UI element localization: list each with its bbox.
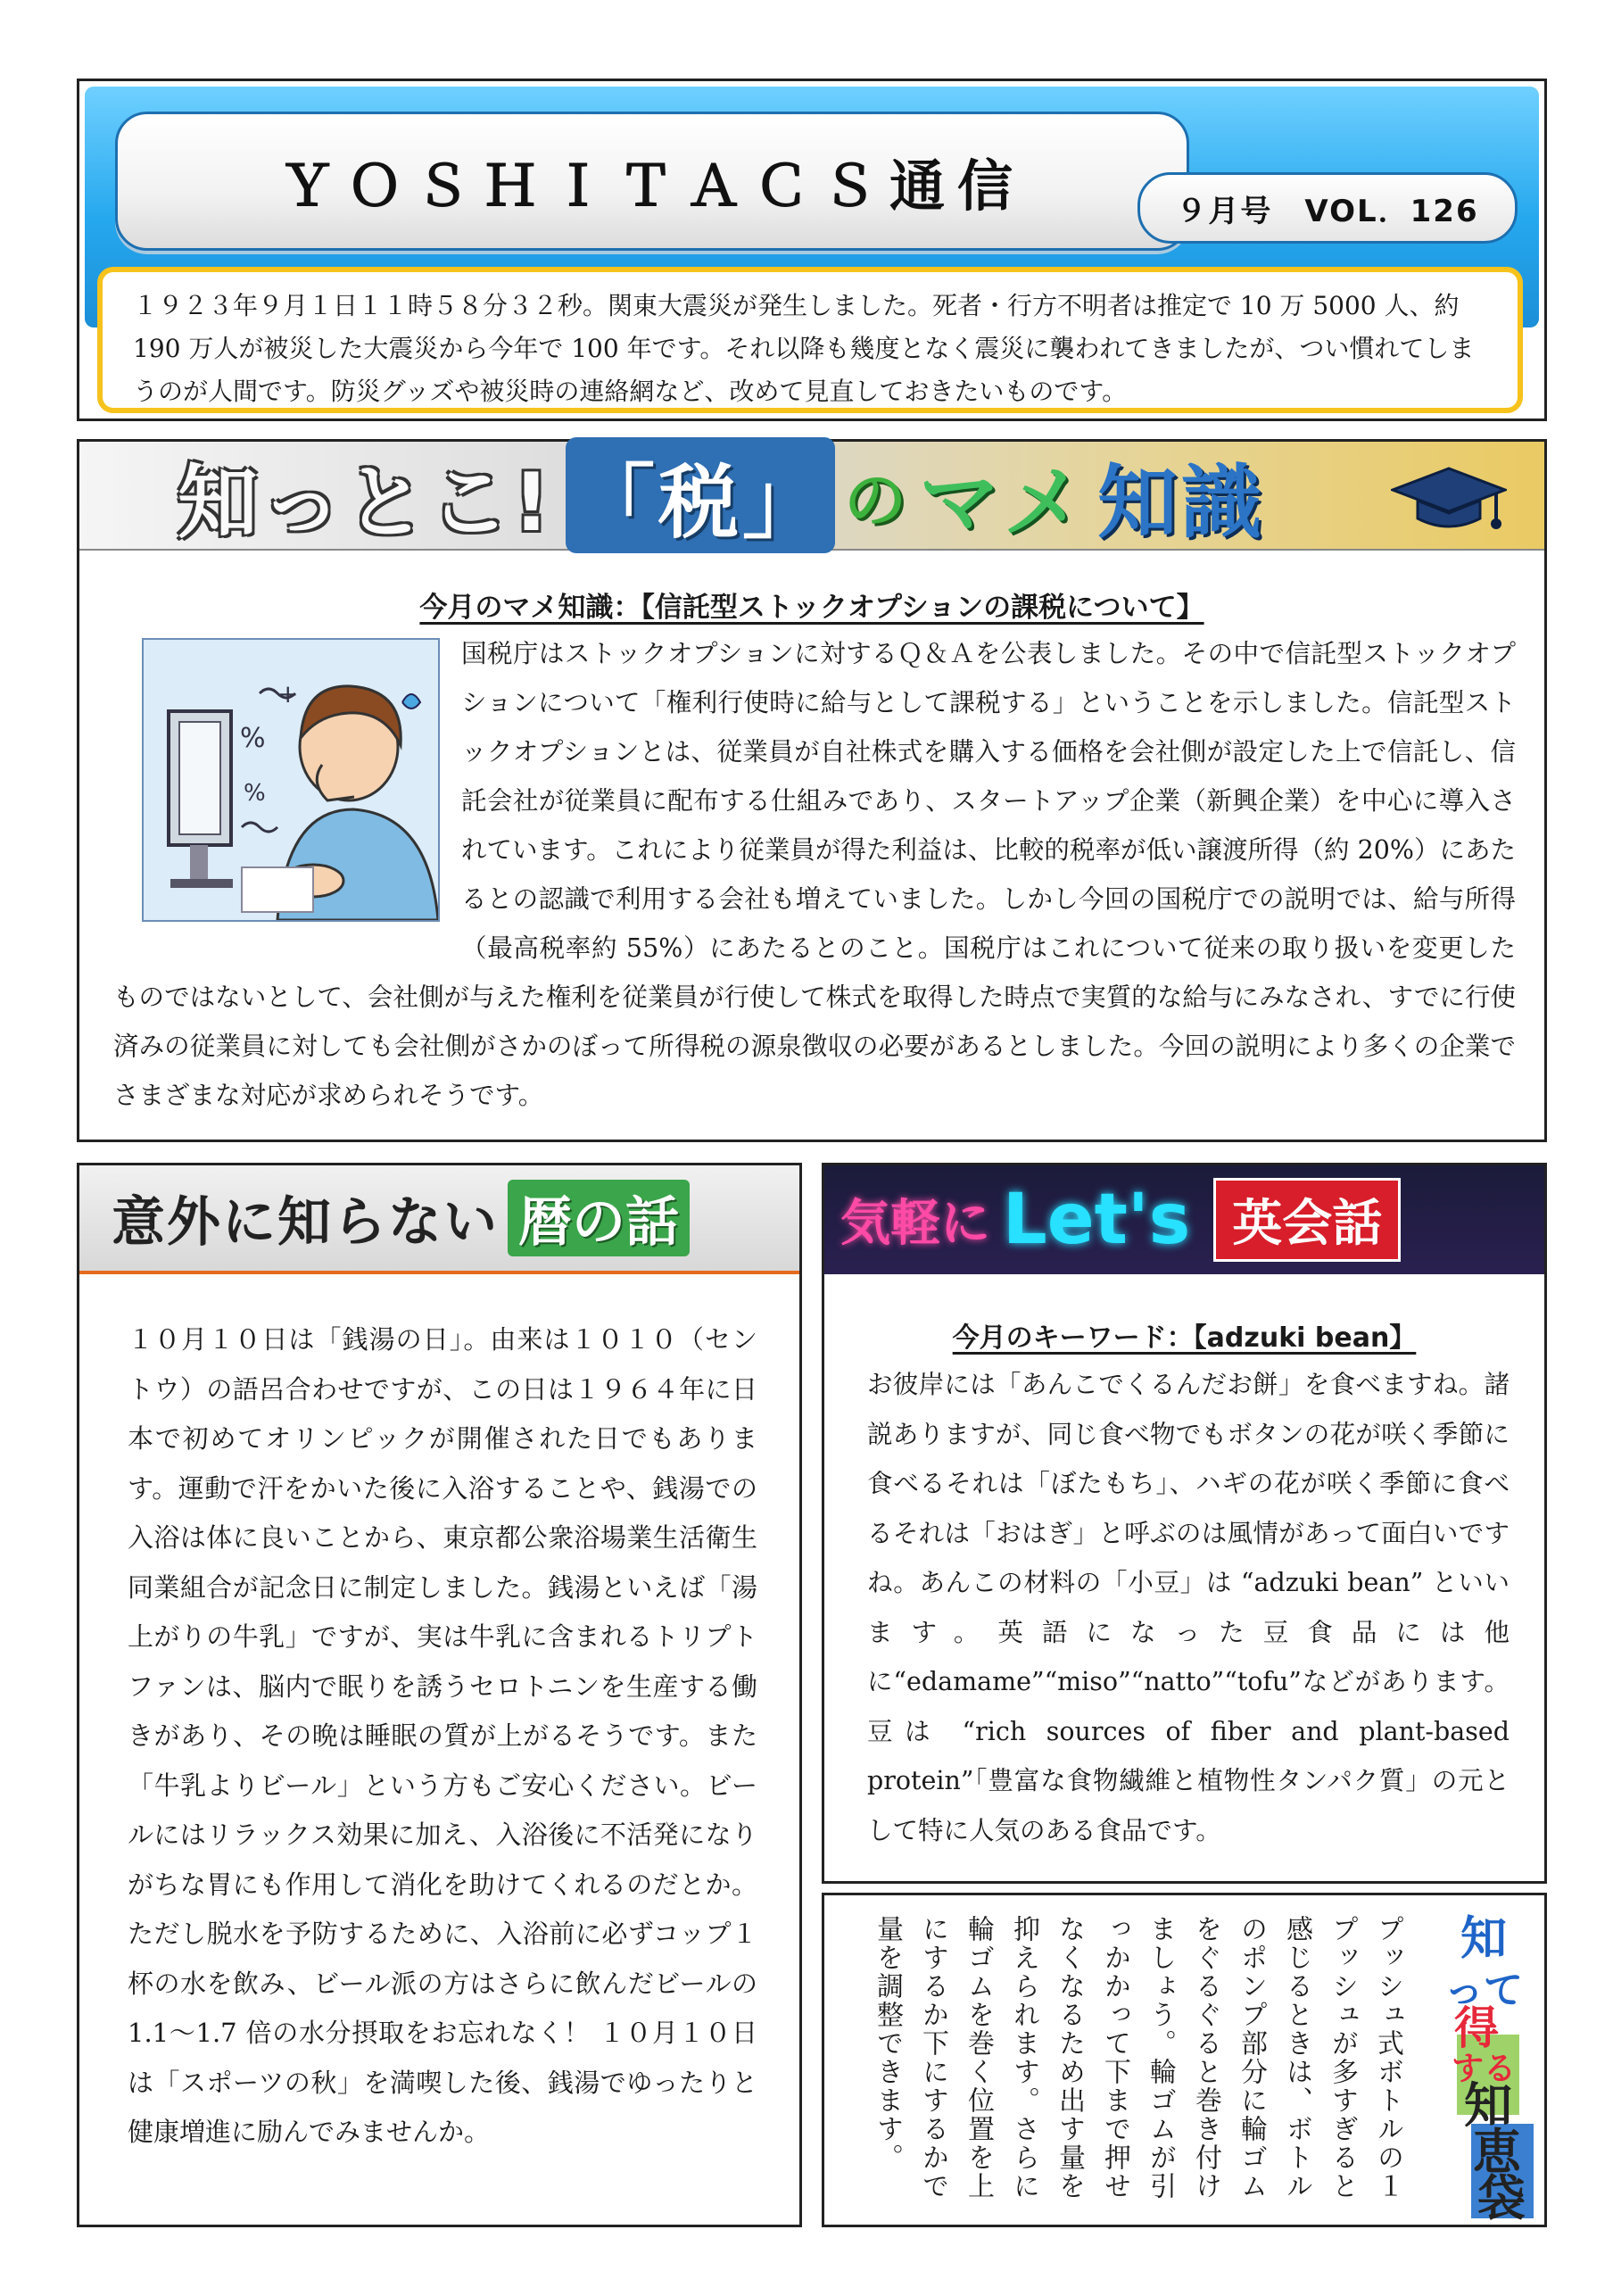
tax-heading: 今月のマメ知識：【信託型ストックオプションの課税について】: [419, 592, 1204, 624]
english-section: [822, 1163, 1547, 1884]
english-banner-part-2: Let's: [1003, 1180, 1191, 1260]
calendar-body: １０月１０日は「銭湯の日」。由来は１０１０（セントウ）の語呂合わせですが、この日は１９６４年に日本で初めてオリンピックが開催された日でもあります。運動で汗をかいた後に入浴することや、銭湯での入浴は体に良いことから、東京都公衆浴場業生活衛生同業組合が記念日に制定しました。銭湯といえば「湯上がりの牛乳」ですが、実は牛乳に含まれるトリプトファンは、脳内で眠りを誘うセロトニンを生産する働きがあり、その晩は睡眠の質が上がるそうです。また「牛乳よりビール」という方もご安心ください。ビールにはリラックス効果に加え、入浴後に不活発になりがちな胃にも作用して消化を助けてくれるのだとか。ただし脱水を予防するために、入浴前に必ずコップ１杯の水を飲み、ビール派の方はさらに飲んだビールの 1.1～1.7 倍の水分摂取をお忘れなく！ １０月１０日は「スポーツの秋」を満喫した後、銭湯でゆったりと健康増進に励んでみませんか。: [128, 1324, 757, 2147]
newsletter-header: [77, 79, 1547, 421]
english-banner: [824, 1165, 1544, 1274]
tax-banner: [79, 442, 1544, 551]
svg-text:+: +: [277, 679, 299, 709]
intro-text: １９２３年９月１日１１時５８分３２秒。関東大震災が発生しました。死者・行方不明者は推定で 10 万 5000 人、約 190 万人が被災した大震災から今年で 100 年です。それ以降も幾度となく震災に襲われてきましたが、つい慣れてしまうのが人間です。防災グッズや被災時の連絡網など、改めて見直しておきたいものです。: [97, 267, 1523, 413]
svg-text:恵: 恵: [1473, 2124, 1521, 2180]
svg-text:って: って: [1444, 1968, 1523, 2013]
english-banner-part-1: 気軽に: [840, 1195, 990, 1253]
title-plate: [115, 112, 1189, 251]
svg-text:する: する: [1451, 2051, 1517, 2087]
tips-body: プッシュ式ボトルの１プッシュが多すぎると感じるときは、ボトルのポンプ部分に輪ゴムをぐるぐると巻き付けましょう。輪ゴムが引っかかって下まで押せなくなるため出す量を抑えられます。さらに輪ゴムを巻く位置を上にするか下にするかで量を調整できます。: [872, 1915, 1403, 2201]
svg-text:%: %: [244, 780, 266, 807]
graduation-cap-icon: [1391, 461, 1507, 533]
calendar-banner-part-2: 暦の話: [508, 1180, 690, 1256]
tax-banner-part-5: 知識: [1097, 456, 1266, 550]
tips-section: [822, 1893, 1547, 2227]
tax-body: [113, 629, 1516, 1120]
svg-text:得: 得: [1454, 2002, 1499, 2054]
tax-section: [77, 439, 1547, 1142]
tax-banner-part-3: の: [844, 463, 911, 537]
chie-bukuro-logo: [1439, 1901, 1537, 2224]
tax-banner-part-2: 「税」: [566, 437, 835, 553]
svg-text:袋: 袋: [1477, 2170, 1526, 2224]
worried-man-illustration: [142, 638, 440, 922]
svg-text:知: 知: [1464, 2077, 1512, 2134]
tax-body-text: 国税庁はストックオプションに対するＱ＆Ａを公表しました。その中で信託型ストックオプションについて「権利行使時に給与として課税する」ということを示しました。信託型ストックオプションとは、従業員が自社株式を購入する価格を会社側が設定した上で信託し、信託会社が従業員に配布する仕組みであり、スタートアップ企業（新興企業）を中心に導入されています。これにより従業員が得た利益は、比較的税率が低い譲渡所得（約 20%）にあたるとの認識で利用する会社も増えていました。しかし今回の国税庁での説明では、給与所得（最高税率約 55%）にあたるとのこと。国税庁はこれについて従来の取り扱いを変更したものではないとして、会社側が与えた権利を従業員が行使して株式を取得した時点で実質的な給与にみなされ、すでに行使済みの従業員に対しても会社側がさかのぼって所得税の源泉徴収の必要があるとしました。今回の説明により多くの企業でさまざまな対応が求められそうです。: [113, 639, 1516, 1110]
tax-banner-part-1: 知っとこ!: [178, 456, 554, 550]
calendar-section: [77, 1163, 802, 2227]
tax-banner-part-4: マメ: [919, 456, 1088, 550]
english-heading: 今月のキーワード：【adzuki bean】: [952, 1322, 1417, 1354]
svg-text:%: %: [240, 723, 266, 754]
calendar-banner: [79, 1165, 799, 1274]
english-body: お彼岸には「あんこでくるんだお餅」を食べますね。諸説ありますが、同じ食べ物でもボタンの花が咲く季節に食べるそれは「ぼたもち」、ハギの花が咲く季節に食べるそれは「おはぎ」と呼ぶのは風情があって面白いですね。あんこの材料の「小豆」は “adzuki bean” といいます。英語になった豆食品には他に“edamame”“miso”“natto”“tofu”などがあります。豆は “rich sources of fiber and plant-based protein”「豊富な食物繊維と植物性タンパク質」の元として特に人気のある食品です。: [867, 1370, 1510, 1845]
issue-number: ９月号 VOL．126: [1137, 172, 1518, 244]
newsletter-title: ＹＯＳＨＩＴＡＣＳ通信: [278, 153, 1025, 219]
english-banner-part-3: 英会話: [1213, 1178, 1401, 1262]
svg-text:知: 知: [1460, 1912, 1508, 1966]
calendar-banner-part-1: 意外に知らない: [112, 1191, 499, 1254]
